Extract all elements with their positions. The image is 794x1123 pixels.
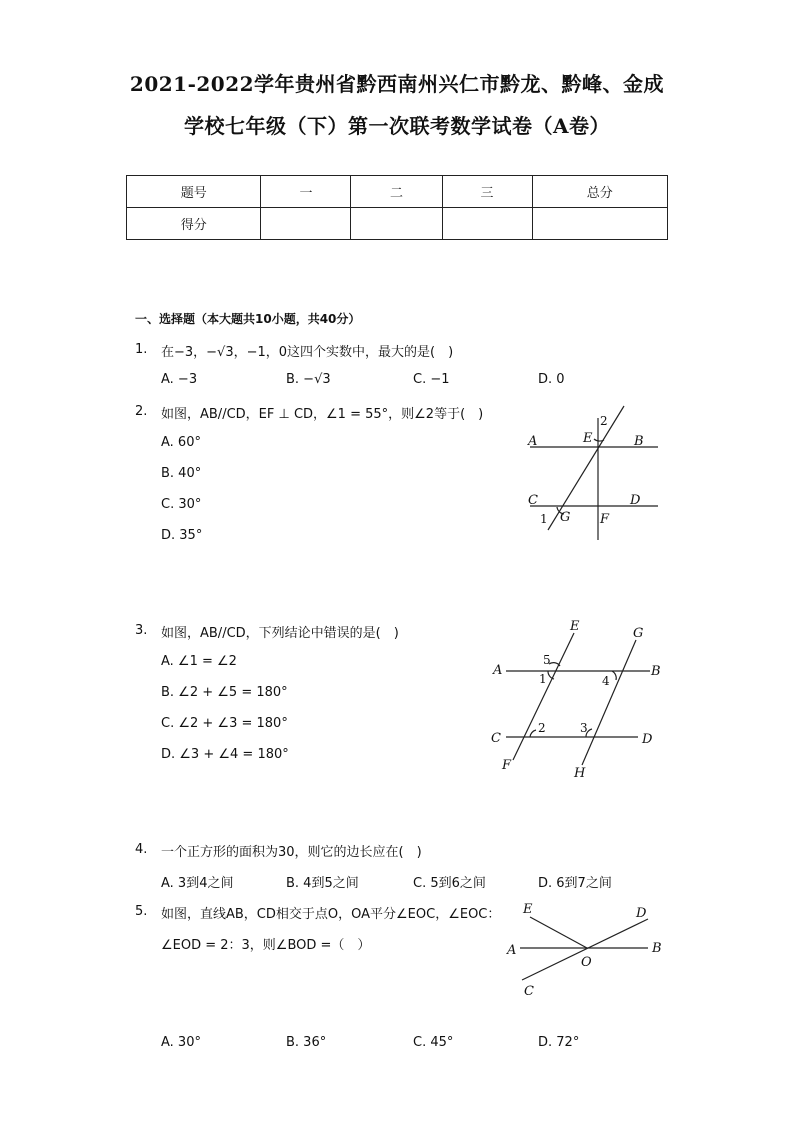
option-a[interactable]: A. ∠1 = ∠2 bbox=[161, 654, 237, 669]
label-c: C bbox=[491, 731, 501, 746]
label-c: C bbox=[524, 984, 534, 999]
label-5: 5 bbox=[543, 653, 551, 667]
label-g: G bbox=[633, 626, 644, 641]
label-e: E bbox=[583, 431, 593, 446]
angle-4-arc bbox=[612, 671, 616, 680]
question-stem-continued: ∠EOD = 2：3，则∠BOD =（ ） bbox=[161, 938, 371, 953]
option-d[interactable]: D. 6到7之间 bbox=[538, 876, 612, 891]
question-number: 1. bbox=[135, 342, 148, 357]
option-b[interactable]: B. 36° bbox=[286, 1035, 327, 1050]
option-d[interactable]: D. 72° bbox=[538, 1035, 580, 1050]
question-number: 4. bbox=[135, 842, 148, 857]
ray-oe bbox=[530, 917, 587, 948]
score-table-header-row bbox=[127, 176, 668, 208]
option-b[interactable]: B. ∠2 + ∠5 = 180° bbox=[161, 685, 288, 700]
label-3: 3 bbox=[580, 721, 588, 735]
label-b: B bbox=[652, 941, 662, 956]
line-gh bbox=[582, 640, 636, 765]
score-cell[interactable] bbox=[442, 208, 532, 240]
score-cell[interactable] bbox=[532, 208, 667, 240]
q3-figure bbox=[488, 618, 668, 788]
line-cd bbox=[522, 919, 648, 980]
label-o: O bbox=[581, 955, 592, 970]
score-table bbox=[126, 175, 668, 240]
q2-figure bbox=[520, 400, 670, 545]
label-h: H bbox=[574, 766, 586, 781]
question-stem: 一个正方形的面积为30，则它的边长应在( ) bbox=[161, 845, 422, 860]
option-a[interactable]: A. −3 bbox=[161, 372, 198, 387]
score-cell[interactable] bbox=[261, 208, 351, 240]
label-a: A bbox=[493, 663, 503, 678]
question-stem: 如图，直线AB，CD相交于点O，OA平分∠EOC，∠EOC： bbox=[161, 907, 501, 922]
question-number: 2. bbox=[135, 404, 148, 419]
header-cell: 二 bbox=[351, 176, 442, 208]
label-b: B bbox=[634, 434, 644, 449]
label-2: 2 bbox=[538, 721, 546, 735]
label-a: A bbox=[528, 434, 538, 449]
header-cell: 题号 bbox=[127, 176, 261, 208]
label-4: 4 bbox=[602, 674, 610, 688]
label-b: B bbox=[651, 664, 661, 679]
question-number: 3. bbox=[135, 623, 148, 638]
label-d: D bbox=[642, 732, 653, 747]
question-stem: 如图，AB//CD，EF ⊥ CD，∠1 = 55°，则∠2等于( ) bbox=[161, 407, 484, 422]
score-table-score-row bbox=[127, 208, 668, 240]
question-number: 5. bbox=[135, 904, 148, 919]
option-d[interactable]: D. ∠3 + ∠4 = 180° bbox=[161, 747, 289, 762]
question-stem: 如图，AB//CD，下列结论中错误的是( ) bbox=[161, 626, 399, 641]
row-label-cell: 得分 bbox=[127, 208, 261, 240]
option-b[interactable]: B. −√3 bbox=[286, 372, 331, 387]
option-b[interactable]: B. 4到5之间 bbox=[286, 876, 359, 891]
label-a: A bbox=[507, 943, 517, 958]
label-c: C bbox=[528, 493, 538, 508]
option-c[interactable]: C. 5到6之间 bbox=[413, 876, 486, 891]
q5-figure bbox=[500, 900, 670, 1000]
header-cell: 三 bbox=[442, 176, 532, 208]
option-a[interactable]: A. 60° bbox=[161, 435, 201, 450]
option-a[interactable]: A. 30° bbox=[161, 1035, 201, 1050]
label-f: F bbox=[502, 758, 512, 773]
option-c[interactable]: C. 45° bbox=[413, 1035, 454, 1050]
option-c[interactable]: C. −1 bbox=[413, 372, 450, 387]
label-d: D bbox=[630, 493, 641, 508]
question-stem: 在−3，−√3，−1，0这四个实数中，最大的是( ) bbox=[161, 345, 454, 360]
header-cell: 一 bbox=[261, 176, 351, 208]
header-cell: 总分 bbox=[532, 176, 667, 208]
title-line-1: 2021-2022学年贵州省黔西南州兴仁市黔龙、黔峰、金成 bbox=[129, 72, 665, 96]
option-b[interactable]: B. 40° bbox=[161, 466, 202, 481]
label-2: 2 bbox=[600, 414, 608, 428]
label-e: E bbox=[570, 619, 580, 634]
label-1: 1 bbox=[540, 512, 548, 526]
option-a[interactable]: A. 3到4之间 bbox=[161, 876, 234, 891]
angle-2-arc bbox=[530, 730, 536, 737]
title-line-2: 学校七年级（下）第一次联考数学试卷（A卷） bbox=[183, 114, 611, 138]
label-1: 1 bbox=[539, 672, 547, 686]
section-heading: 一、选择题（本大题共10小题，共40分） bbox=[135, 312, 361, 326]
angle-2-arc bbox=[594, 439, 604, 441]
option-d[interactable]: D. 0 bbox=[538, 372, 565, 387]
label-f: F bbox=[600, 512, 610, 527]
option-c[interactable]: C. 30° bbox=[161, 497, 202, 512]
label-g: G bbox=[560, 510, 571, 525]
option-d[interactable]: D. 35° bbox=[161, 528, 203, 543]
option-c[interactable]: C. ∠2 + ∠3 = 180° bbox=[161, 716, 288, 731]
score-cell[interactable] bbox=[351, 208, 442, 240]
label-e: E bbox=[523, 902, 533, 917]
label-d: D bbox=[636, 906, 647, 921]
